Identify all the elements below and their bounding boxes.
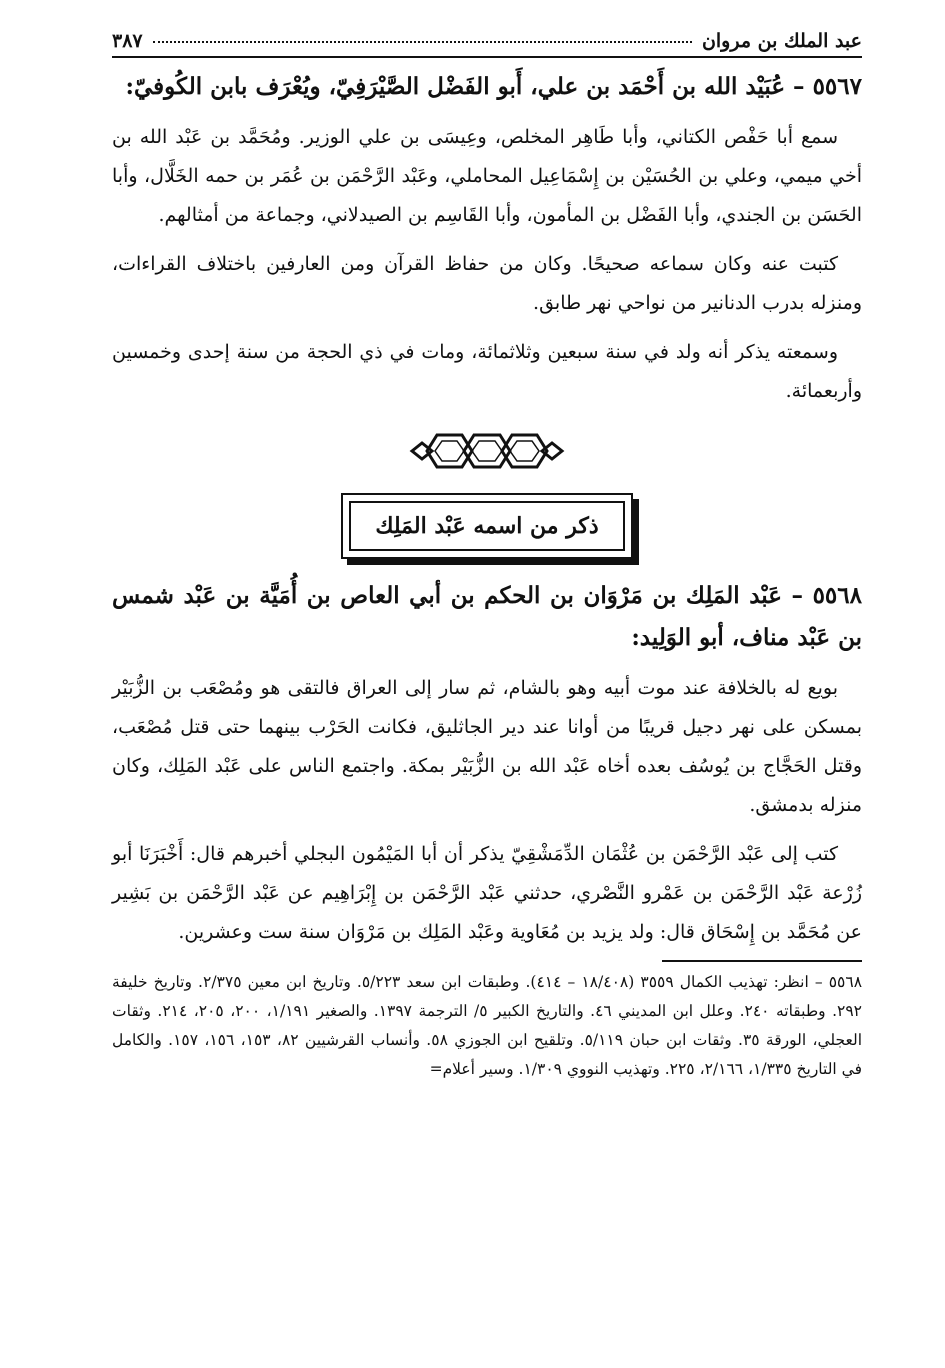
entry-paragraph: بويع له بالخلافة عند موت أبيه وهو بالشام، ثم سار إلى العراق فالتقى هو ومُصْعَب بن الزُّبَيْر بمسكن على نهر دجيل قريبًا من أوانا عند دير الجاثليق، فكانت الحَرْب بينهما حتى قتل مُصْعَب، وقتل الحَجَّاج بن يُوسُف بعده أخاه عَبْد الله بن الزُّبَيْر بمكة. واجتمع الناس على عَبْد المَلِك، وكان منزله بدمشق. — [112, 677, 862, 816]
entry-heading: ٥٥٦٨ – عَبْد المَلِك بن مَرْوَان بن الحكم بن أبي العاص بن أُمَيَّة بن عَبْد شمس بن عَبْد مناف، أبو الوَلِيد: — [112, 582, 862, 651]
running-title: عبد الملك بن مروان — [701, 30, 862, 52]
ornament-divider — [112, 429, 862, 473]
running-header — [112, 30, 862, 58]
entry-paragraph: كتب إلى عَبْد الرَّحْمَن بن عُثْمَان الدِّمَشْقِيّ يذكر أن أبا المَيْمُون البجلي أخبرهم قال: أَخْبَرَنَا أبو زُرْعة عَبْد الرَّحْمَن بن عَمْرو النَّصْري، حدثني عَبْد الرَّحْمَن بن إِبْرَاهِيم عن عَبْد الرَّحْمَن بن بَشِير عن مُحَمَّد بن إِسْحَاق قال: ولد يزيد بن مُعَاوية وعَبْد المَلِك بن مَرْوَان سنة ست وعشرين. — [112, 843, 862, 943]
entry-5568 — [112, 575, 862, 952]
section-heading-box — [112, 493, 862, 559]
ornament-icon — [402, 429, 572, 473]
entry-paragraph: سمع أبا حَفْص الكتاني، وأبا طَاهِر المخلص، وعِيسَى بن علي الوزير. ومُحَمَّد بن عَبْد الله بن أخي ميمي، وعلي بن الحُسَيْن بن إِسْمَاعِيل المحاملي، وعَبْد الرَّحْمَن بن عُمَر بن حمه الخَلَّال، وأبا الحَسَن بن الجندي، وأبا الفَضْل بن المأمون، وأبا القَاسِم بن الصيدلاني، وجماعة من أمثالهم. — [112, 126, 862, 226]
book-page — [112, 30, 862, 1084]
footnote-rule — [662, 960, 862, 962]
entry-paragraph: وسمعته يذكر أنه ولد في سنة سبعين وثلاثمائة، ومات في ذي الحجة من سنة إحدى وخمسين وأربعمائة. — [112, 341, 862, 402]
entry-heading: ٥٥٦٧ – عُبَيْد الله بن أَحْمَد بن علي، أَبو الفَضْل الصَّيْرَفِيّ، ويُعْرَف بابن الكُوفيّ: — [125, 73, 862, 100]
section-frame — [341, 493, 632, 559]
entry-paragraph: كتبت عنه وكان سماعه صحيحًا. وكان من حفاظ القرآن ومن العارفين باختلاف القراءات، ومنزله بدرب الدنانير من نواحي نهر طابق. — [112, 253, 862, 314]
dotted-leader — [153, 41, 692, 43]
page-number: ٣٨٧ — [112, 30, 143, 52]
section-title: ذكر من اسمه عَبْد المَلِك — [349, 501, 624, 551]
footnote: ٥٥٦٨ – انظر: تهذيب الكمال ٣٥٥٩ (١٨/٤٠٨ – ٤١٤). وطبقات ابن سعد ٥/٢٢٣. وتاريخ ابن معين ٢/٣٧٥. وتاريخ خليفة ٢٩٢. وطبقاته ٢٤٠. وعلل ابن المديني ٤٦. والتاريخ الكبير ٥/ الترجمة ١٣٩٧. والصغير ١/١٩١، ٢٠٠، ٢٠٥، ٢١٤. وثقات العجلي، الورقة ٣٥. وثقات ابن حبان ٥/١١٩. وتلقيح ابن الجوزي ٥٨. وأنساب القرشيين ٨٢، ١٥٣، ١٥٦، ١٥٧. والكامل في التاريخ ١/٣٣٥، ٢/١٦٦، ٢٢٥. وتهذيب النووي ١/٣٠٩. وسير أعلام= — [112, 973, 863, 1078]
entry-5567 — [112, 66, 862, 411]
